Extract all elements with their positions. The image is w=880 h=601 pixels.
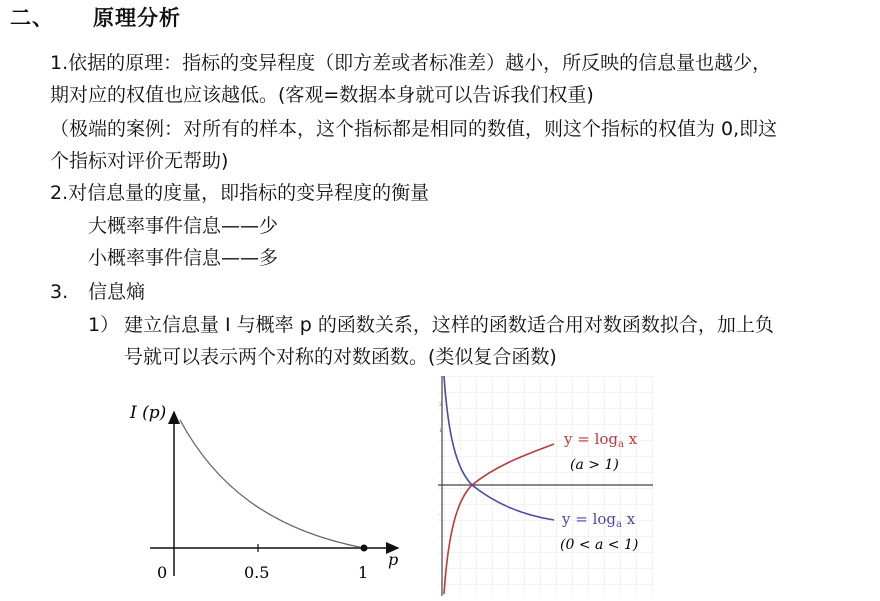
log-functions-figure	[428, 376, 658, 596]
information-curve-figure	[120, 390, 410, 590]
tick-label-half: 0.5	[244, 563, 270, 582]
sublist-number-1: 1）	[88, 314, 120, 336]
information-curve	[180, 420, 364, 548]
endpoint-dot	[361, 545, 368, 552]
list-item-high-probability: 大概率事件信息——少	[88, 215, 279, 237]
axis-tick-label: 2	[439, 402, 443, 408]
list-item-entropy: 信息熵	[88, 281, 146, 303]
list-item-low-probability: 小概率事件信息——多	[88, 247, 279, 269]
paragraph-principle: 1.依据的原理：指标的变异程度（即方差或者标准差）越小，所反映的信息量也越少，	[50, 52, 772, 74]
red-curve-label: $y = \log_a x$	[564, 430, 638, 450]
paragraph-example: （极端的案例：对所有的样本，这个指标都是相同的数值，则这个指标的权值为 0,即这	[50, 118, 778, 140]
paragraph-measure: 2.对信息量的度量，即指标的变异程度的衡量	[50, 182, 430, 204]
tick-label-0: 0	[157, 563, 168, 582]
blue-curve-condition: (0 < a < 1)	[560, 537, 639, 553]
tick-label-1: 1	[358, 563, 369, 582]
paragraph-example-cont: 个指标对评价无帮助)	[50, 150, 229, 172]
list-number-3: 3.	[50, 281, 69, 303]
sublist-item-function-cont: 号就可以表示两个对称的对数函数。(类似复合函数)	[124, 346, 557, 368]
axis-tick-label: -1	[439, 512, 444, 518]
blue-curve-label: $y = \log_a x$	[562, 510, 636, 530]
paragraph-principle-cont: 期对应的权值也应该越低。(客观=数据本身就可以告诉我们权重)	[50, 84, 594, 106]
axis-tick-label: 1	[439, 428, 443, 434]
red-curve-condition: (a > 1)	[570, 457, 619, 473]
y-axis-label: I (p)	[130, 403, 167, 423]
x-axis-label: p	[388, 550, 399, 569]
section-number: 二、	[10, 6, 54, 30]
sublist-item-function: 建立信息量 I 与概率 p 的函数关系，这样的函数适合用对数函数拟合，加上负	[124, 314, 774, 336]
section-title: 原理分析	[93, 6, 181, 30]
